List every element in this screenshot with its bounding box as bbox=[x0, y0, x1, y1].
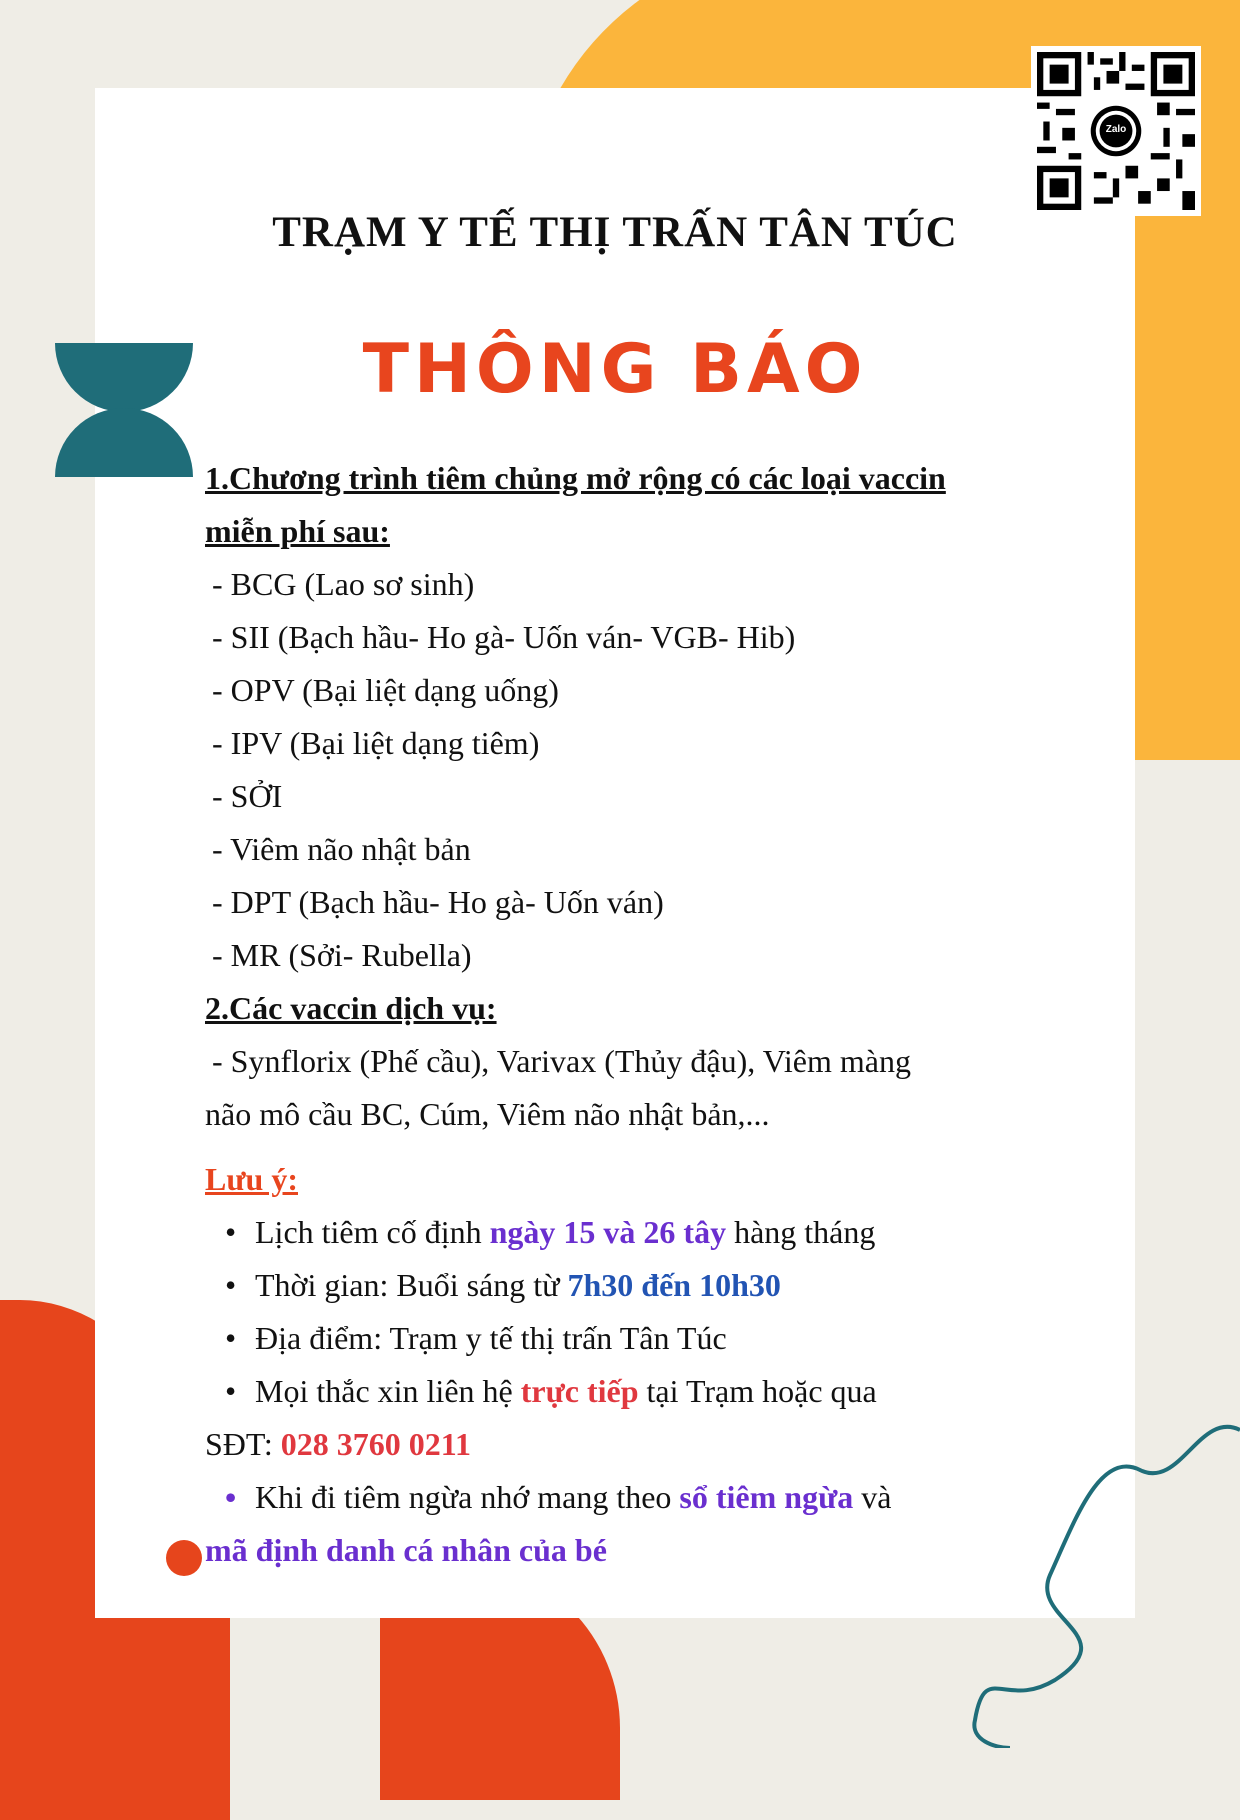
reminder-line2: mã định danh cá nhân của bé bbox=[205, 1532, 607, 1568]
section1-heading-line2: miễn phí sau: bbox=[205, 513, 390, 549]
notes-title-row bbox=[205, 1153, 1035, 1206]
notice-title: THÔNG BÁO bbox=[362, 330, 868, 409]
phone-number[interactable]: 028 3760 0211 bbox=[280, 1426, 471, 1462]
schedule-suffix: hàng tháng bbox=[726, 1214, 876, 1250]
vaccine-item: - IPV (Bại liệt dạng tiêm) bbox=[212, 725, 540, 761]
notes-title: Lưu ý: bbox=[205, 1161, 298, 1197]
vaccine-item: - SỞI bbox=[212, 778, 283, 814]
service-vaccines-line2: não mô cầu BC, Cúm, Viêm não nhật bản,... bbox=[205, 1096, 770, 1132]
vaccine-item: - SII (Bạch hầu- Ho gà- Uốn ván- VGB- Hib) bbox=[212, 619, 796, 655]
vaccine-item: - OPV (Bại liệt dạng uống) bbox=[212, 672, 559, 708]
phone-label: SĐT: bbox=[205, 1426, 281, 1462]
station-name: TRẠM Y TẾ THỊ TRẤN TÂN TÚC bbox=[272, 209, 958, 256]
location-text: Địa điểm: Trạm y tế thị trấn Tân Túc bbox=[255, 1320, 727, 1356]
note-contact bbox=[205, 1365, 1035, 1418]
schedule-text: Lịch tiêm cố định bbox=[255, 1214, 490, 1250]
bullet-icon: • bbox=[225, 1479, 237, 1515]
vaccine-item: - Viêm não nhật bản bbox=[212, 831, 471, 867]
contact-suffix: tại Trạm hoặc qua bbox=[638, 1373, 877, 1409]
contact-text: Mọi thắc xin liên hệ bbox=[255, 1373, 521, 1409]
note-phone bbox=[205, 1418, 1035, 1471]
time-text: Thời gian: Buổi sáng từ bbox=[255, 1267, 568, 1303]
schedule-days: ngày 15 và 26 tây bbox=[489, 1214, 727, 1250]
note-schedule bbox=[205, 1206, 1035, 1259]
vaccine-item: - DPT (Bạch hầu- Ho gà- Uốn ván) bbox=[212, 884, 664, 920]
vaccine-item: - MR (Sởi- Rubella) bbox=[212, 937, 472, 973]
time-range: 7h30 đến 10h30 bbox=[567, 1267, 781, 1303]
note-time bbox=[205, 1259, 1035, 1312]
section2-heading: 2.Các vaccin dịch vụ: bbox=[205, 990, 497, 1026]
reminder-text: Khi đi tiêm ngừa nhớ mang theo bbox=[255, 1479, 680, 1515]
bullet-icon: • bbox=[225, 1373, 237, 1409]
note-reminder-line2 bbox=[205, 1524, 1035, 1577]
decorative-red-dot bbox=[166, 1540, 202, 1576]
section1-heading-line1: 1.Chương trình tiêm chủng mở rộng có các loại vaccin bbox=[205, 460, 946, 496]
contact-highlight: trực tiếp bbox=[520, 1373, 639, 1409]
note-reminder bbox=[205, 1471, 1035, 1524]
bullet-icon: • bbox=[225, 1214, 237, 1250]
notice-content bbox=[205, 452, 1035, 1577]
reminder-highlight: sổ tiêm ngừa bbox=[679, 1479, 854, 1515]
service-vaccines-line1: - Synflorix (Phế cầu), Varivax (Thủy đậu), Viêm màng bbox=[212, 1043, 911, 1079]
bullet-icon: • bbox=[225, 1320, 237, 1356]
reminder-suffix: và bbox=[853, 1479, 892, 1515]
bullet-icon: • bbox=[225, 1267, 237, 1303]
zalo-logo-label: Zalo bbox=[1105, 124, 1127, 135]
note-location bbox=[205, 1312, 1035, 1365]
vaccine-item: - BCG (Lao sơ sinh) bbox=[212, 566, 475, 602]
